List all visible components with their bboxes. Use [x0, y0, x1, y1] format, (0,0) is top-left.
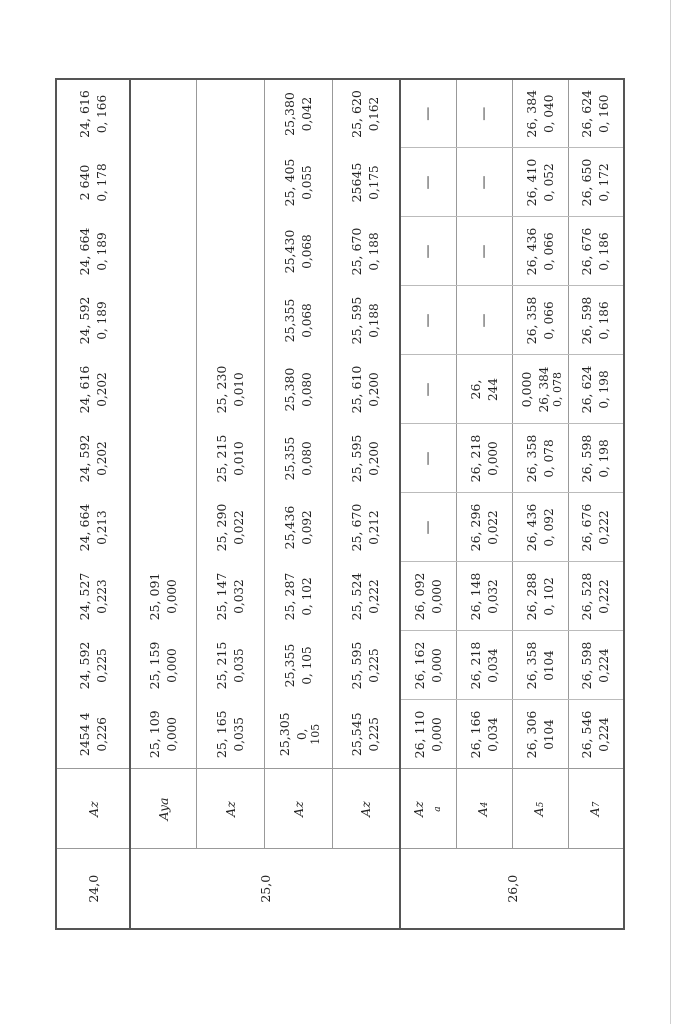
- mark-label: Aya: [155, 797, 171, 821]
- value-cell: [130, 217, 196, 286]
- cell-line: 24, 616: [76, 365, 92, 414]
- cell-line: 26, 218: [467, 434, 483, 483]
- cell-line: 0,188: [367, 303, 382, 338]
- cell-line: 0,212: [367, 510, 382, 545]
- value-cell: [332, 286, 400, 355]
- cell-line: 25,430: [281, 229, 297, 274]
- value-cell: [456, 217, 512, 286]
- value-cell: [264, 493, 332, 562]
- mark-subscript: 4: [480, 801, 490, 808]
- dash-mark: —: [419, 451, 436, 466]
- value-cell: [456, 355, 512, 424]
- value-cell: [568, 424, 624, 493]
- value-cell: [196, 493, 264, 562]
- cell-line: 0, 166: [94, 94, 109, 134]
- cell-line: 0,010: [231, 441, 246, 476]
- cell-line: 26,: [467, 379, 483, 400]
- table-row: [400, 79, 456, 929]
- cell-line: 0,000: [518, 371, 534, 408]
- cell-line: 24, 592: [76, 641, 92, 690]
- mark-label: A: [531, 807, 546, 817]
- value-cell: [400, 562, 456, 631]
- cell-line: 26, 384: [536, 366, 551, 413]
- table-row: [130, 79, 196, 929]
- cell-line: 0,068: [299, 303, 314, 338]
- value-cell: [264, 148, 332, 217]
- cell-line: 0, 040: [541, 94, 556, 133]
- cell-line: 0,092: [299, 510, 314, 545]
- cell-line: 26, 384: [523, 89, 539, 138]
- cell-line: 25, 595: [349, 641, 365, 690]
- cell-line: 0,080: [299, 372, 314, 407]
- cell-line: 0,080: [299, 441, 314, 476]
- value-cell: [196, 700, 264, 769]
- dash-mark: —: [475, 244, 492, 259]
- cell-line: 0, 186: [597, 301, 612, 340]
- value-cell: [130, 493, 196, 562]
- value-cell: [332, 355, 400, 424]
- cell-line: 25,380: [281, 367, 297, 412]
- dash-mark: —: [419, 520, 436, 535]
- value-cell: [56, 148, 130, 217]
- cell-line: 0,222: [597, 510, 612, 545]
- cell-line: 0, 052: [541, 163, 556, 202]
- value-cell: [568, 217, 624, 286]
- cell-line: 24, 664: [76, 503, 92, 552]
- value-cell: [56, 493, 130, 562]
- value-cell: [130, 79, 196, 148]
- cell-line: 26, 624: [579, 89, 595, 138]
- value-cell: [512, 700, 568, 769]
- value-cell: [332, 424, 400, 493]
- cell-line: 26, 624: [579, 365, 595, 414]
- cell-line: 0,068: [299, 234, 314, 269]
- value-cell: [400, 217, 456, 286]
- value-cell: [512, 217, 568, 286]
- value-cell: [196, 286, 264, 355]
- cell-line: 0,213: [94, 510, 109, 545]
- cell-line: 26, 162: [411, 641, 427, 690]
- cell-line: 0104: [541, 650, 556, 681]
- cell-line: 26, 676: [579, 227, 595, 276]
- mark-subscript: a: [432, 806, 443, 812]
- value-cell: [512, 631, 568, 700]
- value-cell: [512, 79, 568, 148]
- value-cell: [332, 148, 400, 217]
- mark-label: Az: [222, 801, 238, 817]
- table-row: [56, 79, 130, 929]
- cell-line: 0104: [541, 719, 556, 750]
- value-cell: [196, 355, 264, 424]
- value-cell: [456, 286, 512, 355]
- cell-line: 25,355: [281, 643, 297, 688]
- cell-line: 25, 159: [146, 641, 162, 690]
- cell-line: 26, 546: [579, 710, 595, 759]
- data-table: [55, 78, 625, 930]
- cell-line: 26, 528: [579, 572, 595, 621]
- value-cell: [264, 631, 332, 700]
- cell-line: 25, 287: [281, 572, 297, 621]
- cell-line: 25, 290: [213, 503, 229, 552]
- cell-line: 26, 358: [523, 296, 539, 345]
- cell-line: 25,545: [349, 712, 365, 757]
- cell-line: 0, 066: [541, 232, 556, 271]
- value-cell: [196, 79, 264, 148]
- cell-line: 25, 524: [349, 572, 365, 621]
- cell-line: 24, 592: [76, 434, 92, 483]
- cell-line: 0,175: [367, 165, 382, 200]
- value-cell: [512, 355, 568, 424]
- value-cell: [332, 562, 400, 631]
- cell-line: 25, 670: [349, 227, 365, 276]
- value-cell: [56, 286, 130, 355]
- cell-line: 25,355: [281, 436, 297, 481]
- value-cell: [130, 355, 196, 424]
- value-cell: [332, 217, 400, 286]
- table-row: [512, 79, 568, 929]
- value-cell: [512, 148, 568, 217]
- mark-cell: [456, 769, 512, 849]
- cell-line: 0,200: [367, 372, 382, 407]
- table-row: [264, 79, 332, 929]
- cell-line: 0, 188: [367, 232, 382, 271]
- cell-line: 0,000: [164, 648, 179, 683]
- dash-mark: —: [419, 382, 436, 397]
- dash-mark: —: [419, 175, 436, 190]
- cell-line: 0,224: [597, 717, 612, 752]
- cell-line: 0,225: [94, 648, 109, 683]
- cell-line: 26, 358: [523, 641, 539, 690]
- cell-line: 24, 664: [76, 227, 92, 276]
- cell-line: 24, 592: [76, 296, 92, 345]
- mark-cell: [196, 769, 264, 849]
- cell-line: 0,000: [164, 579, 179, 614]
- value-cell: [456, 562, 512, 631]
- cell-line: 25, 595: [349, 434, 365, 483]
- mark-label: Az: [358, 801, 374, 817]
- value-cell: [400, 355, 456, 424]
- value-cell: [196, 424, 264, 493]
- cell-line: 25, 215: [213, 434, 229, 483]
- table-row: [568, 79, 624, 929]
- mark-cell: [56, 769, 130, 849]
- mark-subscript: 7: [591, 801, 602, 808]
- cell-line: 24, 527: [76, 572, 92, 621]
- cell-line: 0,226: [94, 717, 109, 752]
- table-row: [456, 79, 512, 929]
- cell-line: 0, 160: [597, 94, 612, 133]
- mark-cell: [400, 769, 456, 849]
- cell-line: 0, 066: [541, 301, 556, 340]
- cell-line: 0,200: [367, 441, 382, 476]
- cell-line: 0,000: [164, 717, 179, 752]
- cell-line: 0, 105: [299, 646, 314, 685]
- cell-line: 0,000: [429, 648, 444, 683]
- value-cell: [264, 355, 332, 424]
- value-cell: [568, 700, 624, 769]
- cell-line: 26, 598: [579, 641, 595, 690]
- mark-cell: [130, 769, 196, 849]
- cell-line: 24, 616: [76, 90, 92, 138]
- group-label: 25,0: [130, 849, 400, 929]
- mark-label: Az: [290, 801, 306, 817]
- cell-line: 25, 230: [213, 365, 229, 414]
- dash-mark: —: [475, 175, 492, 190]
- value-cell: [456, 424, 512, 493]
- value-cell: [400, 79, 456, 148]
- value-cell: [568, 79, 624, 148]
- value-cell: [568, 148, 624, 217]
- group-label: 24,0: [56, 849, 130, 929]
- value-cell: [512, 424, 568, 493]
- cell-line: 25645: [349, 162, 365, 203]
- cell-line: 26, 166: [467, 710, 483, 759]
- cell-line: 25, 670: [349, 503, 365, 552]
- cell-line: 25, 215: [213, 641, 229, 690]
- cell-line: 2 640: [76, 164, 92, 201]
- value-cell: [456, 631, 512, 700]
- value-cell: [56, 217, 130, 286]
- page-edge: [670, 0, 671, 1024]
- cell-line: 0,000: [429, 717, 444, 752]
- value-cell: [568, 493, 624, 562]
- value-cell: [332, 493, 400, 562]
- rotated-page: [55, 80, 623, 930]
- value-cell: [130, 700, 196, 769]
- cell-line: 0,032: [231, 579, 246, 614]
- cell-line: 26, 288: [523, 572, 539, 621]
- value-cell: [130, 424, 196, 493]
- table-row: [332, 79, 400, 929]
- mark-label: A: [586, 807, 602, 817]
- cell-line: 2454 4: [76, 712, 92, 757]
- value-cell: [568, 562, 624, 631]
- cell-line: 0,225: [367, 717, 382, 752]
- cell-line: 26, 296: [467, 503, 483, 552]
- cell-line: 0, 198: [597, 439, 612, 478]
- cell-line: 0, 178: [94, 163, 109, 202]
- value-cell: [332, 631, 400, 700]
- cell-line: 26, 676: [579, 503, 595, 552]
- cell-line: 0,032: [485, 579, 500, 614]
- cell-line: 25,355: [281, 298, 297, 343]
- value-cell: [512, 286, 568, 355]
- value-cell: [512, 562, 568, 631]
- mark-label: Az: [85, 801, 101, 817]
- cell-line: 0,162: [367, 96, 382, 132]
- cell-line: 0, 186: [597, 232, 612, 271]
- cell-line: 25,305: [276, 712, 292, 757]
- cell-line: 0,222: [367, 579, 382, 614]
- cell-line: 0,000: [485, 441, 500, 476]
- cell-line: 0, 102: [299, 577, 314, 616]
- mark-cell: [264, 769, 332, 849]
- value-cell: [196, 562, 264, 631]
- cell-line: 0,202: [94, 372, 109, 407]
- cell-line: 26, 436: [523, 227, 539, 276]
- value-cell: [400, 424, 456, 493]
- value-cell: [264, 700, 332, 769]
- value-cell: [456, 493, 512, 562]
- cell-line: 0, 172: [597, 163, 612, 202]
- cell-line: 26, 436: [523, 503, 539, 552]
- mark-label: A: [475, 807, 490, 817]
- value-cell: [56, 424, 130, 493]
- cell-line: 0, 078: [541, 439, 556, 478]
- mark-cell: [568, 769, 624, 849]
- value-cell: [196, 217, 264, 286]
- value-cell: [56, 355, 130, 424]
- cell-line: 26, 358: [523, 434, 539, 483]
- value-cell: [264, 286, 332, 355]
- value-cell: [264, 79, 332, 148]
- cell-line: 0,035: [231, 648, 246, 683]
- cell-line: 26, 598: [579, 296, 595, 345]
- cell-line: 0,034: [485, 648, 500, 683]
- value-cell: [56, 631, 130, 700]
- cell-line: 25, 405: [281, 158, 297, 207]
- cell-line: 25, 165: [213, 710, 229, 759]
- value-cell: [568, 355, 624, 424]
- mark-cell: [512, 769, 568, 849]
- value-cell: [456, 700, 512, 769]
- value-cell: [130, 631, 196, 700]
- value-cell: [456, 79, 512, 148]
- cell-line: 26, 650: [579, 158, 595, 207]
- cell-line: 26, 598: [579, 434, 595, 483]
- dash-mark: —: [419, 106, 436, 121]
- value-cell: [196, 631, 264, 700]
- mark-subscript: 5: [536, 801, 546, 808]
- cell-line: 0,042: [299, 96, 314, 132]
- value-cell: [130, 562, 196, 631]
- dash-mark: —: [475, 106, 492, 121]
- cell-line: 0,055: [299, 165, 314, 200]
- value-cell: [130, 148, 196, 217]
- cell-line: 244: [485, 378, 500, 401]
- cell-line: 0, 189: [94, 232, 109, 271]
- cell-line: 25, 091: [146, 572, 162, 621]
- cell-line: 25,436: [281, 505, 297, 550]
- cell-line: 0,022: [231, 510, 246, 545]
- value-cell: [400, 631, 456, 700]
- mark-cell: [332, 769, 400, 849]
- value-cell: [400, 286, 456, 355]
- cell-line: 0, 078: [550, 372, 564, 407]
- cell-line: 25, 147: [213, 572, 229, 621]
- cell-line: 0, 092: [541, 508, 556, 547]
- dash-mark: —: [419, 244, 436, 259]
- value-cell: [56, 562, 130, 631]
- table-row: [196, 79, 264, 929]
- cell-line: 0,010: [231, 372, 246, 407]
- cell-line: 0, 102: [541, 577, 556, 616]
- value-cell: [568, 631, 624, 700]
- group-label: 26,0: [400, 849, 624, 929]
- dash-mark: —: [419, 313, 436, 328]
- cell-line: 0,035: [231, 717, 246, 752]
- value-cell: [400, 148, 456, 217]
- cell-line: 0,000: [429, 579, 444, 614]
- cell-line: 105: [308, 723, 322, 745]
- value-cell: [264, 424, 332, 493]
- cell-line: 0,223: [94, 579, 109, 614]
- cell-line: 25, 595: [349, 296, 365, 345]
- cell-line: 0,034: [485, 717, 500, 752]
- cell-line: 0,224: [597, 648, 612, 683]
- value-cell: [512, 493, 568, 562]
- cell-line: 26, 218: [467, 641, 483, 690]
- cell-line: 26, 092: [411, 572, 427, 621]
- cell-line: 0,022: [485, 510, 500, 545]
- value-cell: [332, 79, 400, 148]
- cell-line: 26, 110: [411, 710, 427, 759]
- cell-line: 0, 198: [597, 370, 612, 409]
- value-cell: [456, 148, 512, 217]
- value-cell: [130, 286, 196, 355]
- cell-line: 0,202: [94, 441, 109, 476]
- value-cell: [264, 217, 332, 286]
- cell-line: 0,222: [597, 579, 612, 614]
- cell-line: 0, 189: [94, 301, 109, 340]
- mark-label: Az: [410, 801, 426, 817]
- value-cell: [264, 562, 332, 631]
- cell-line: 26, 148: [467, 572, 483, 621]
- cell-line: 25, 610: [349, 365, 365, 414]
- value-cell: [196, 148, 264, 217]
- value-cell: [56, 700, 130, 769]
- value-cell: [568, 286, 624, 355]
- cell-line: 26, 410: [523, 158, 539, 207]
- value-cell: [400, 493, 456, 562]
- cell-line: 26, 306: [523, 710, 539, 759]
- dash-mark: —: [475, 313, 492, 328]
- cell-line: 0,: [294, 728, 309, 740]
- cell-line: 25,380: [281, 92, 297, 136]
- value-cell: [332, 700, 400, 769]
- value-cell: [56, 79, 130, 148]
- cell-line: 25, 109: [146, 710, 162, 759]
- cell-line: 0,225: [367, 648, 382, 683]
- cell-line: 25, 620: [349, 90, 365, 138]
- value-cell: [400, 700, 456, 769]
